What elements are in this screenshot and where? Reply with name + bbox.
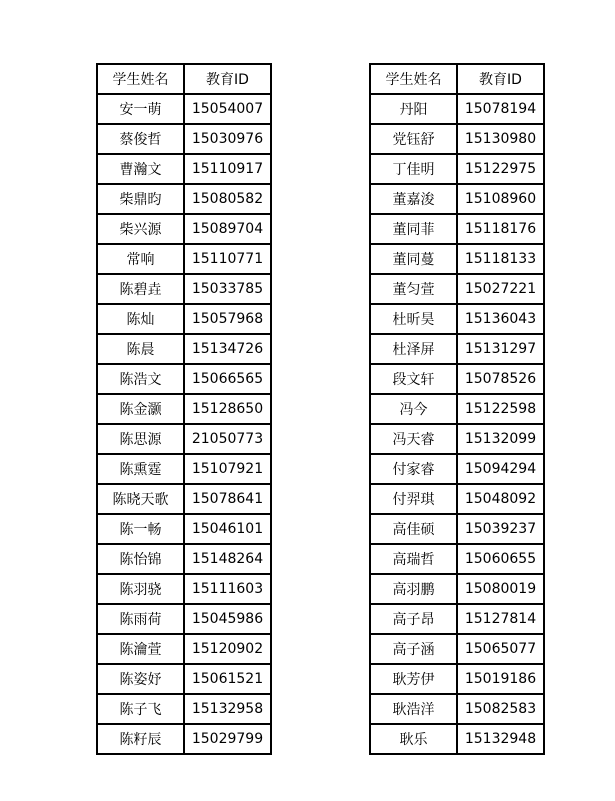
- table-row: [97, 454, 271, 484]
- student-name-cell: 陈灿: [97, 304, 184, 334]
- table-row: [370, 694, 544, 724]
- education-id-cell: 15120902: [184, 634, 271, 664]
- student-name-cell: 陈思源: [97, 424, 184, 454]
- education-id-cell: 15134726: [184, 334, 271, 364]
- table-row: [97, 154, 271, 184]
- student-name-cell: 董同蔓: [370, 244, 457, 274]
- student-name-cell: 杜泽屏: [370, 334, 457, 364]
- student-name-cell: 安一萌: [97, 94, 184, 124]
- education-id-cell: 15118176: [457, 214, 544, 244]
- table-row: [97, 694, 271, 724]
- student-name-cell: 高瑞哲: [370, 544, 457, 574]
- table-row: [97, 544, 271, 574]
- table-row: [370, 514, 544, 544]
- table-row: [370, 304, 544, 334]
- table-header-row: [97, 64, 271, 94]
- student-name-cell: 冯今: [370, 394, 457, 424]
- education-id-cell: 15132099: [457, 424, 544, 454]
- education-id-cell: 15027221: [457, 274, 544, 304]
- table-row: [370, 574, 544, 604]
- student-name-cell: 高子昂: [370, 604, 457, 634]
- table-row: [97, 94, 271, 124]
- education-id-cell: 15148264: [184, 544, 271, 574]
- table-row: [97, 364, 271, 394]
- table-row: [370, 724, 544, 754]
- student-name-cell: 耿芳伊: [370, 664, 457, 694]
- education-id-cell: 15061521: [184, 664, 271, 694]
- student-name-cell: 高羽鹏: [370, 574, 457, 604]
- table-row: [97, 304, 271, 334]
- education-id-cell: 15030976: [184, 124, 271, 154]
- student-name-cell: 陈瀹萱: [97, 634, 184, 664]
- student-name-cell: 陈籽辰: [97, 724, 184, 754]
- student-name-cell: 耿浩洋: [370, 694, 457, 724]
- student-name-cell: 陈碧垚: [97, 274, 184, 304]
- table-row: [97, 184, 271, 214]
- student-name-cell: 陈羽骁: [97, 574, 184, 604]
- table-row: [370, 634, 544, 664]
- header-education-id: 教育ID: [457, 64, 544, 94]
- table-body: [97, 94, 271, 754]
- education-id-cell: 15078194: [457, 94, 544, 124]
- student-name-cell: 陈姿妤: [97, 664, 184, 694]
- student-name-cell: 付羿琪: [370, 484, 457, 514]
- table-row: [370, 364, 544, 394]
- table-row: [97, 214, 271, 244]
- education-id-cell: 15127814: [457, 604, 544, 634]
- education-id-cell: 15132948: [457, 724, 544, 754]
- table-row: [97, 394, 271, 424]
- education-id-cell: 15054007: [184, 94, 271, 124]
- header-student-name: 学生姓名: [370, 64, 457, 94]
- education-id-cell: 15045986: [184, 604, 271, 634]
- education-id-cell: 15082583: [457, 694, 544, 724]
- education-id-cell: 15136043: [457, 304, 544, 334]
- education-id-cell: 15080582: [184, 184, 271, 214]
- education-id-cell: 15132958: [184, 694, 271, 724]
- education-id-cell: 15107921: [184, 454, 271, 484]
- education-id-cell: 15060655: [457, 544, 544, 574]
- table-row: [370, 334, 544, 364]
- education-id-cell: 15039237: [457, 514, 544, 544]
- header-education-id: 教育ID: [184, 64, 271, 94]
- table-row: [97, 634, 271, 664]
- table-row: [97, 664, 271, 694]
- education-id-cell: 15128650: [184, 394, 271, 424]
- student-name-cell: 陈金灏: [97, 394, 184, 424]
- student-name-cell: 蔡俊哲: [97, 124, 184, 154]
- student-name-cell: 陈雨荷: [97, 604, 184, 634]
- student-name-cell: 陈晓天歌: [97, 484, 184, 514]
- student-name-cell: 耿乐: [370, 724, 457, 754]
- table-body: [370, 94, 544, 754]
- table-row: [370, 124, 544, 154]
- education-id-cell: 15057968: [184, 304, 271, 334]
- education-id-cell: 15110771: [184, 244, 271, 274]
- student-name-cell: 陈怡锦: [97, 544, 184, 574]
- student-name-cell: 杜昕昊: [370, 304, 457, 334]
- student-name-cell: 柴鼎昀: [97, 184, 184, 214]
- education-id-cell: 15131297: [457, 334, 544, 364]
- table-row: [97, 424, 271, 454]
- table-row: [97, 514, 271, 544]
- education-id-cell: 15130980: [457, 124, 544, 154]
- education-id-cell: 15048092: [457, 484, 544, 514]
- education-id-cell: 15065077: [457, 634, 544, 664]
- education-id-cell: 15019186: [457, 664, 544, 694]
- student-name-cell: 段文轩: [370, 364, 457, 394]
- table-row: [97, 574, 271, 604]
- education-id-cell: 15110917: [184, 154, 271, 184]
- table-row: [370, 544, 544, 574]
- table-row: [370, 154, 544, 184]
- education-id-cell: 15089704: [184, 214, 271, 244]
- education-id-cell: 15122598: [457, 394, 544, 424]
- education-id-cell: 15080019: [457, 574, 544, 604]
- student-name-cell: 丹阳: [370, 94, 457, 124]
- student-name-cell: 柴兴源: [97, 214, 184, 244]
- student-name-cell: 常响: [97, 244, 184, 274]
- education-id-cell: 15111603: [184, 574, 271, 604]
- table-row: [370, 184, 544, 214]
- table-row: [370, 484, 544, 514]
- education-id-cell: 15029799: [184, 724, 271, 754]
- table-row: [370, 214, 544, 244]
- table-row: [370, 454, 544, 484]
- student-name-cell: 高子涵: [370, 634, 457, 664]
- table-row: [97, 244, 271, 274]
- table-row: [370, 604, 544, 634]
- education-id-cell: 15108960: [457, 184, 544, 214]
- table-row: [370, 664, 544, 694]
- student-name-cell: 陈子飞: [97, 694, 184, 724]
- table-row: [370, 244, 544, 274]
- student-name-cell: 董匀萱: [370, 274, 457, 304]
- table-row: [97, 484, 271, 514]
- table-row: [370, 394, 544, 424]
- student-name-cell: 陈一畅: [97, 514, 184, 544]
- education-id-cell: 15094294: [457, 454, 544, 484]
- table-row: [97, 124, 271, 154]
- student-name-cell: 党钰舒: [370, 124, 457, 154]
- student-name-cell: 曹瀚文: [97, 154, 184, 184]
- education-id-cell: 15033785: [184, 274, 271, 304]
- education-id-cell: 21050773: [184, 424, 271, 454]
- education-id-cell: 15118133: [457, 244, 544, 274]
- education-id-cell: 15078641: [184, 484, 271, 514]
- table-row: [370, 424, 544, 454]
- header-student-name: 学生姓名: [97, 64, 184, 94]
- student-name-cell: 陈熏霆: [97, 454, 184, 484]
- table-row: [370, 94, 544, 124]
- student-table-right: [369, 63, 545, 755]
- education-id-cell: 15046101: [184, 514, 271, 544]
- student-name-cell: 陈晨: [97, 334, 184, 364]
- education-id-cell: 15078526: [457, 364, 544, 394]
- table-row: [370, 274, 544, 304]
- student-name-cell: 高佳硕: [370, 514, 457, 544]
- student-name-cell: 董同菲: [370, 214, 457, 244]
- table-row: [97, 604, 271, 634]
- student-name-cell: 陈浩文: [97, 364, 184, 394]
- table-row: [97, 274, 271, 304]
- student-name-cell: 冯天睿: [370, 424, 457, 454]
- student-name-cell: 丁佳明: [370, 154, 457, 184]
- education-id-cell: 15122975: [457, 154, 544, 184]
- table-row: [97, 724, 271, 754]
- table-header-row: [370, 64, 544, 94]
- table-row: [97, 334, 271, 364]
- student-table-left: [96, 63, 272, 755]
- student-name-cell: 付家睿: [370, 454, 457, 484]
- education-id-cell: 15066565: [184, 364, 271, 394]
- student-name-cell: 董嘉浚: [370, 184, 457, 214]
